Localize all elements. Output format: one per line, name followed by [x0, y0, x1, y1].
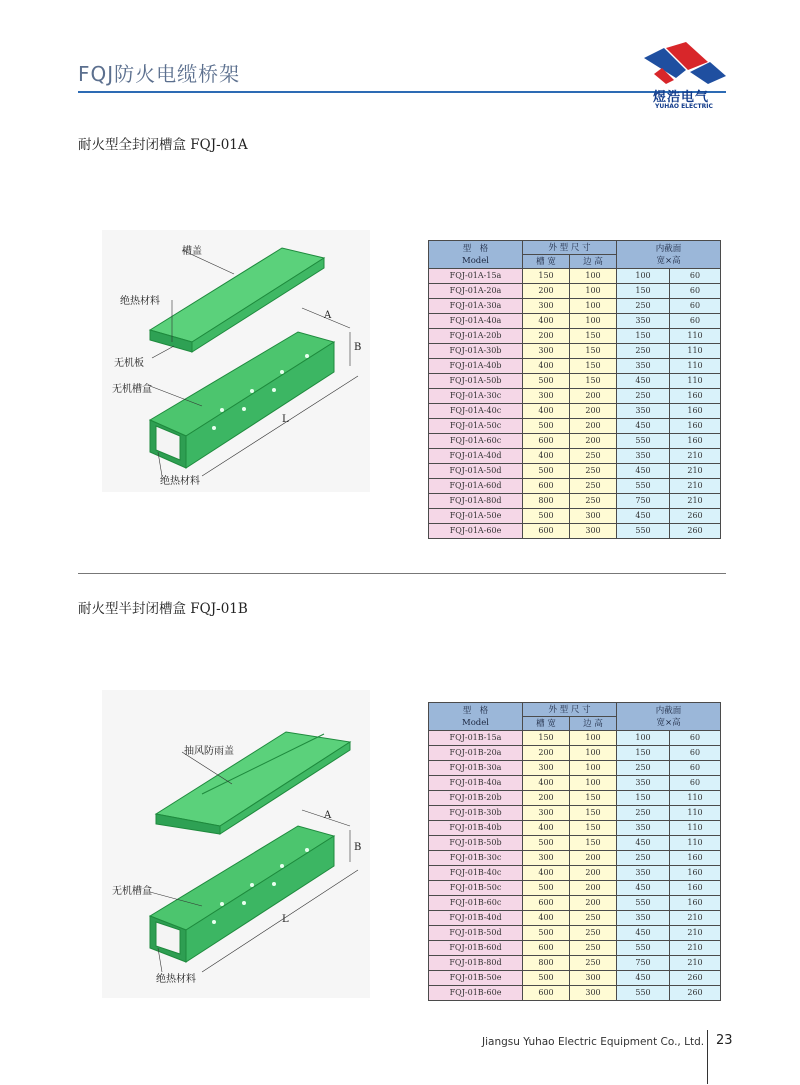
cell-height: 200 [570, 851, 617, 866]
cell-width: 500 [523, 971, 570, 986]
cell-inner-width: 350 [617, 359, 670, 374]
cell-height: 250 [570, 494, 617, 509]
cell-width: 300 [523, 761, 570, 776]
label-dim-l: L [282, 414, 289, 425]
table-row [429, 971, 721, 986]
cell-height: 100 [570, 299, 617, 314]
table-row [429, 881, 721, 896]
cell-width: 400 [523, 359, 570, 374]
cell-inner-width: 750 [617, 494, 670, 509]
table-row [429, 314, 721, 329]
cell-model: FQJ-01A-30a [429, 299, 523, 314]
cell-inner-width: 350 [617, 314, 670, 329]
cell-width: 500 [523, 374, 570, 389]
table-row [429, 896, 721, 911]
cell-height: 150 [570, 374, 617, 389]
cell-model: FQJ-01A-60c [429, 434, 523, 449]
cell-inner-width: 100 [617, 731, 670, 746]
cell-inner-height: 160 [670, 851, 721, 866]
cell-inner-width: 450 [617, 971, 670, 986]
table-row [429, 344, 721, 359]
cell-width: 800 [523, 494, 570, 509]
cell-model: FQJ-01A-50b [429, 374, 523, 389]
cell-model: FQJ-01A-40c [429, 404, 523, 419]
cell-model: FQJ-01B-80d [429, 956, 523, 971]
cell-model: FQJ-01B-40a [429, 776, 523, 791]
cell-inner-width: 450 [617, 926, 670, 941]
cell-height: 150 [570, 791, 617, 806]
cell-model: FQJ-01A-15a [429, 269, 523, 284]
cell-inner-height: 60 [670, 731, 721, 746]
header-width: 槽 宽 [523, 255, 570, 269]
cell-inner-width: 450 [617, 509, 670, 524]
table-row [429, 434, 721, 449]
cell-inner-width: 250 [617, 851, 670, 866]
cell-model: FQJ-01B-60c [429, 896, 523, 911]
cell-width: 200 [523, 284, 570, 299]
label-insulation-top: 绝热材料 [120, 296, 160, 307]
cell-model: FQJ-01A-50d [429, 464, 523, 479]
cell-inner-width: 450 [617, 836, 670, 851]
cell-inner-width: 550 [617, 986, 670, 1001]
cell-model: FQJ-01B-50c [429, 881, 523, 896]
cell-height: 250 [570, 956, 617, 971]
cell-width: 400 [523, 776, 570, 791]
cell-inner-height: 260 [670, 986, 721, 1001]
cell-inner-width: 550 [617, 896, 670, 911]
cell-model: FQJ-01B-20a [429, 746, 523, 761]
cell-inner-height: 210 [670, 494, 721, 509]
table-row [429, 359, 721, 374]
table-row [429, 374, 721, 389]
cell-model: FQJ-01B-50e [429, 971, 523, 986]
cell-inner-height: 60 [670, 284, 721, 299]
cell-inner-width: 550 [617, 524, 670, 539]
table-row [429, 389, 721, 404]
cell-model: FQJ-01B-40d [429, 911, 523, 926]
cell-inner-width: 150 [617, 284, 670, 299]
cell-width: 200 [523, 791, 570, 806]
cell-inner-height: 260 [670, 971, 721, 986]
cell-height: 250 [570, 464, 617, 479]
cell-height: 200 [570, 881, 617, 896]
cell-inner-width: 450 [617, 881, 670, 896]
cell-inner-height: 110 [670, 806, 721, 821]
cell-width: 600 [523, 896, 570, 911]
cell-height: 200 [570, 419, 617, 434]
cell-width: 300 [523, 806, 570, 821]
label-dim-a: A [324, 310, 332, 321]
cell-model: FQJ-01A-40b [429, 359, 523, 374]
cell-height: 150 [570, 359, 617, 374]
cell-inner-width: 250 [617, 806, 670, 821]
table-row [429, 269, 721, 284]
label-tray: 无机槽盒 [112, 384, 152, 395]
cell-height: 250 [570, 911, 617, 926]
header-width: 槽 宽 [523, 717, 570, 731]
tray-illustration-b [102, 690, 370, 998]
cell-height: 300 [570, 524, 617, 539]
cell-inner-height: 210 [670, 956, 721, 971]
table-row [429, 329, 721, 344]
table-row [429, 299, 721, 314]
table-row [429, 851, 721, 866]
cell-width: 500 [523, 419, 570, 434]
cell-inner-width: 250 [617, 344, 670, 359]
cell-width: 150 [523, 731, 570, 746]
cell-inner-width: 350 [617, 821, 670, 836]
table-row [429, 941, 721, 956]
cell-model: FQJ-01B-40c [429, 866, 523, 881]
label-dim-b-b: B [354, 842, 362, 853]
cell-width: 200 [523, 329, 570, 344]
table-row [429, 776, 721, 791]
table-row [429, 746, 721, 761]
section-b-title: 耐火型半封闭槽盒 FQJ-01B [78, 601, 248, 617]
cell-height: 250 [570, 926, 617, 941]
cell-width: 400 [523, 449, 570, 464]
label-insulation-b: 绝热材料 [156, 974, 196, 985]
cell-inner-height: 210 [670, 449, 721, 464]
cell-width: 300 [523, 299, 570, 314]
cell-inner-height: 160 [670, 419, 721, 434]
table-row [429, 911, 721, 926]
cell-model: FQJ-01B-60e [429, 986, 523, 1001]
label-tray-b: 无机槽盒 [112, 886, 152, 897]
cell-inner-height: 110 [670, 329, 721, 344]
cell-inner-width: 350 [617, 911, 670, 926]
header-inner [617, 703, 721, 731]
header-model-cn: 型 格 [462, 243, 489, 254]
cell-inner-height: 160 [670, 896, 721, 911]
table-row [429, 524, 721, 539]
label-dim-l-b: L [282, 914, 289, 925]
table-row [429, 791, 721, 806]
header-model [429, 241, 523, 269]
table-row [429, 806, 721, 821]
cell-height: 150 [570, 806, 617, 821]
cell-width: 400 [523, 821, 570, 836]
label-dim-b: B [354, 342, 362, 353]
cell-inner-height: 60 [670, 761, 721, 776]
table-row [429, 761, 721, 776]
cell-model: FQJ-01A-40d [429, 449, 523, 464]
cell-inner-width: 100 [617, 269, 670, 284]
cell-width: 500 [523, 926, 570, 941]
cell-model: FQJ-01B-40b [429, 821, 523, 836]
header-height: 边 高 [570, 717, 617, 731]
header-inner-l2: 宽×高 [656, 717, 681, 728]
cell-inner-width: 550 [617, 434, 670, 449]
cell-width: 500 [523, 881, 570, 896]
cell-model: FQJ-01B-50b [429, 836, 523, 851]
label-lid: 槽盖 [182, 246, 202, 257]
cell-height: 250 [570, 941, 617, 956]
logo-name-en: YUHAO ELECTRIC [655, 103, 713, 110]
page-number: 23 [716, 1033, 733, 1048]
cell-height: 150 [570, 344, 617, 359]
page-title: FQJ防火电缆桥架 [78, 62, 241, 86]
cell-inner-width: 350 [617, 404, 670, 419]
cell-inner-height: 60 [670, 299, 721, 314]
cell-inner-width: 450 [617, 464, 670, 479]
cell-inner-height: 210 [670, 941, 721, 956]
cell-inner-height: 60 [670, 776, 721, 791]
cell-height: 200 [570, 404, 617, 419]
cell-model: FQJ-01B-30b [429, 806, 523, 821]
table-row [429, 731, 721, 746]
cell-model: FQJ-01B-20b [429, 791, 523, 806]
cell-inner-height: 60 [670, 746, 721, 761]
cell-model: FQJ-01A-40a [429, 314, 523, 329]
table-row [429, 926, 721, 941]
header-outer: 外 型 尺 寸 [523, 241, 617, 255]
cell-model: FQJ-01A-60d [429, 479, 523, 494]
cell-width: 300 [523, 851, 570, 866]
cell-model: FQJ-01B-30c [429, 851, 523, 866]
cell-inner-width: 150 [617, 329, 670, 344]
cell-inner-width: 250 [617, 761, 670, 776]
table-row [429, 284, 721, 299]
cell-width: 600 [523, 434, 570, 449]
cell-width: 400 [523, 314, 570, 329]
cell-inner-width: 250 [617, 299, 670, 314]
cell-model: FQJ-01B-15a [429, 731, 523, 746]
cell-width: 150 [523, 269, 570, 284]
cell-inner-width: 450 [617, 374, 670, 389]
header-outer: 外 型 尺 寸 [523, 703, 617, 717]
header-model-cn: 型 格 [462, 705, 489, 716]
label-dim-a-b: A [324, 810, 332, 821]
cell-width: 600 [523, 986, 570, 1001]
cell-model: FQJ-01B-50d [429, 926, 523, 941]
cell-inner-height: 160 [670, 881, 721, 896]
cell-inner-height: 210 [670, 479, 721, 494]
spec-table-b [428, 702, 721, 1001]
section-divider [78, 573, 726, 574]
figure-a [102, 230, 370, 492]
cell-height: 150 [570, 329, 617, 344]
cell-height: 100 [570, 314, 617, 329]
table-row [429, 464, 721, 479]
footer-company: Jiangsu Yuhao Electric Equipment Co., Ltd. [482, 1036, 705, 1048]
cell-height: 300 [570, 509, 617, 524]
cell-height: 100 [570, 284, 617, 299]
figure-b [102, 690, 370, 998]
cell-width: 400 [523, 911, 570, 926]
cell-inner-height: 210 [670, 911, 721, 926]
table-row [429, 836, 721, 851]
cell-inner-height: 110 [670, 821, 721, 836]
cell-inner-height: 110 [670, 791, 721, 806]
cell-inner-width: 350 [617, 449, 670, 464]
cell-width: 800 [523, 956, 570, 971]
cell-width: 300 [523, 344, 570, 359]
header-inner-l1: 内截面 [655, 705, 682, 716]
table-row [429, 509, 721, 524]
cell-width: 500 [523, 836, 570, 851]
cell-inner-height: 160 [670, 866, 721, 881]
cell-inner-width: 550 [617, 479, 670, 494]
cell-width: 500 [523, 509, 570, 524]
spec-table-a [428, 240, 721, 539]
label-insulation-bottom: 绝热材料 [160, 476, 200, 487]
table-row [429, 494, 721, 509]
cell-width: 300 [523, 389, 570, 404]
cell-model: FQJ-01A-50c [429, 419, 523, 434]
table-row [429, 956, 721, 971]
footer-rule [707, 1030, 708, 1084]
table-row [429, 866, 721, 881]
section-a-title: 耐火型全封闭槽盒 FQJ-01A [78, 137, 248, 153]
table-row [429, 404, 721, 419]
cell-inner-height: 210 [670, 464, 721, 479]
cell-inner-height: 160 [670, 389, 721, 404]
cell-height: 100 [570, 746, 617, 761]
header-inner [617, 241, 721, 269]
label-board: 无机板 [114, 358, 144, 369]
cell-inner-height: 160 [670, 404, 721, 419]
cell-inner-width: 150 [617, 746, 670, 761]
cell-inner-height: 160 [670, 434, 721, 449]
cell-width: 400 [523, 404, 570, 419]
cell-model: FQJ-01A-20b [429, 329, 523, 344]
table-row [429, 449, 721, 464]
cell-inner-height: 60 [670, 269, 721, 284]
cell-height: 300 [570, 971, 617, 986]
cell-inner-width: 250 [617, 389, 670, 404]
cell-height: 250 [570, 479, 617, 494]
table-row [429, 986, 721, 1001]
cell-height: 200 [570, 389, 617, 404]
cell-inner-height: 110 [670, 359, 721, 374]
cell-inner-height: 60 [670, 314, 721, 329]
table-row [429, 479, 721, 494]
cell-height: 150 [570, 836, 617, 851]
header-inner-l2: 宽×高 [656, 255, 681, 266]
cell-width: 200 [523, 746, 570, 761]
cell-height: 250 [570, 449, 617, 464]
cell-width: 600 [523, 524, 570, 539]
cell-width: 600 [523, 941, 570, 956]
cell-model: FQJ-01A-80d [429, 494, 523, 509]
cell-inner-height: 110 [670, 344, 721, 359]
cell-height: 150 [570, 821, 617, 836]
table-row [429, 821, 721, 836]
logo-name-cn: 煜浩电气 [653, 90, 710, 105]
cell-model: FQJ-01B-30a [429, 761, 523, 776]
cell-inner-height: 210 [670, 926, 721, 941]
cell-height: 100 [570, 761, 617, 776]
cell-height: 300 [570, 986, 617, 1001]
cell-height: 200 [570, 896, 617, 911]
cell-inner-width: 150 [617, 791, 670, 806]
cell-height: 100 [570, 731, 617, 746]
cell-model: FQJ-01B-60d [429, 941, 523, 956]
cell-width: 500 [523, 464, 570, 479]
cell-inner-height: 260 [670, 509, 721, 524]
cell-width: 400 [523, 866, 570, 881]
cell-model: FQJ-01A-30c [429, 389, 523, 404]
table-row [429, 419, 721, 434]
cell-height: 200 [570, 434, 617, 449]
cell-model: FQJ-01A-30b [429, 344, 523, 359]
header-model-en: Model [461, 255, 489, 266]
cell-model: FQJ-01A-60e [429, 524, 523, 539]
cell-inner-width: 350 [617, 866, 670, 881]
header-height: 边 高 [570, 255, 617, 269]
label-cover: 抽风防雨盖 [184, 746, 234, 757]
header-inner-l1: 内截面 [655, 243, 682, 254]
header-rule [78, 91, 726, 93]
cell-inner-width: 450 [617, 419, 670, 434]
cell-inner-width: 550 [617, 941, 670, 956]
header-model-en: Model [461, 717, 489, 728]
cell-inner-width: 750 [617, 956, 670, 971]
cell-height: 100 [570, 269, 617, 284]
cell-width: 600 [523, 479, 570, 494]
cell-inner-height: 260 [670, 524, 721, 539]
cell-height: 200 [570, 866, 617, 881]
cell-model: FQJ-01A-50e [429, 509, 523, 524]
cell-height: 100 [570, 776, 617, 791]
cell-model: FQJ-01A-20a [429, 284, 523, 299]
cell-inner-width: 350 [617, 776, 670, 791]
header-model [429, 703, 523, 731]
cell-inner-height: 110 [670, 836, 721, 851]
cell-inner-height: 110 [670, 374, 721, 389]
